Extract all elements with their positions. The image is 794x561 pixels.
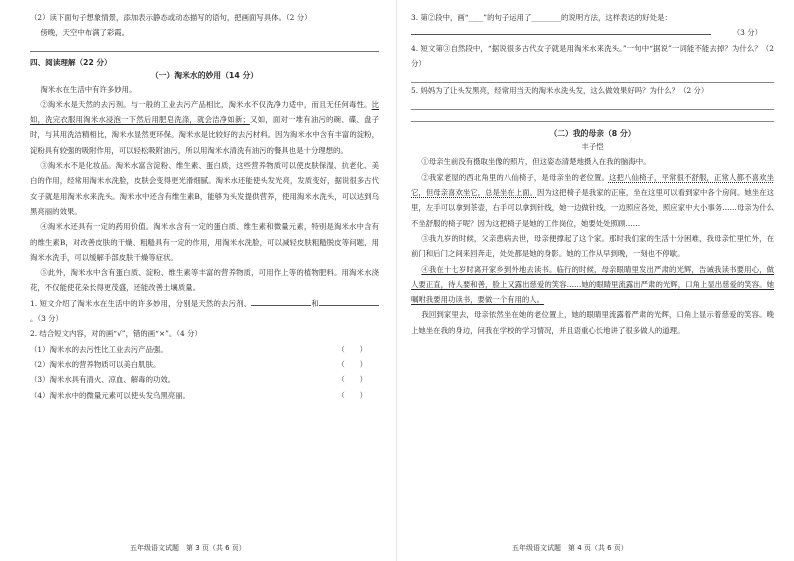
question-a1-score: 。（3 分） xyxy=(30,314,63,324)
answer-blank[interactable] xyxy=(251,296,311,306)
judge-text: （4）淘米水中的微量元素可以使头发乌黑亮丽。 xyxy=(30,390,190,400)
passage-1-para-4: ④淘米水还具有一定的药用价值。淘米水含有一定的蛋白质、维生素和微量元素，特别是淘米水中含有的维生素B，对改善皮肤的干燥、粗糙具有一定的作用，用淘米水洗脸，可以减轻皮肤粗糙脱皮等问题，用淘米水洗手，可以缓解手部皮肤干燥等症状。 xyxy=(30,222,379,262)
passage-1-para-2 xyxy=(30,97,379,158)
question-a2: 2. 结合短文内容，对的画“√”，错的画“×”。（4 分） xyxy=(30,329,202,339)
passage-2-para-4: ④我在十七岁时离开家乡到外地去读书。临行的时候，母亲眼睛里发出严肃的光辉，告诫我读书要用心，做人要正直，待人要和善，脸上又露出慈爱的笑容……她的眼睛里流露出严肃的光辉，口角上显出慈爱的笑容。她嘱咐我要用功读书，要做一个有用的人。 xyxy=(411,264,774,305)
question-a1-and: 和 xyxy=(311,298,319,308)
answer-line[interactable] xyxy=(411,98,774,110)
passage-1-para-1: 淘米水在生活中有许多妙用。 xyxy=(40,84,137,94)
judge-item xyxy=(30,357,379,372)
underlined-sentence: 比如，洗完衣服用淘米水浸泡一下然后用肥皂洗涤，就会洁净如新； xyxy=(30,99,379,125)
answer-blank[interactable] xyxy=(411,25,711,35)
judge-bracket[interactable]: （ ） xyxy=(337,359,367,369)
dotted-sentence: 这把八仙椅子，平常很不舒服，正常人都不喜欢坐它，但母亲喜欢坐它，总是坐在上面。 xyxy=(411,172,774,198)
para-2-text-a: ②淘米水是天然的去污剂。与一般的工业去污产品相比，淘米水不仅洗净力适中，而且无任何毒性。 xyxy=(40,99,372,109)
para-2-text-a: ②我家老屋的西北角里的八仙椅子，是母亲坐的老位置。 xyxy=(421,172,609,182)
question-2-prompt: （2）读下面句子想象情景，添加表示静态或动态描写的语句，把画面写具体。（2 分） xyxy=(30,13,312,22)
question-a1-text: 1. 短文介绍了淘米水在生活中的许多妙用，分别是天然的去污剂、 xyxy=(30,298,252,308)
para-2-text-c: 又如，面对一堆有油污的碗、碟、盘子时，与其用洗洁精相比，淘米水显然更环保。淘米水是比较好的去污材料。因为淘米水中含有丰富的淀粉，淀粉具有较强的吸附作用，可以轻松吸附油污，所以用淘米水清洗有油污的餐具也是十分理想的。 xyxy=(30,115,379,155)
page-footer: 五年级语文试题 第 4 页（共 6 页） xyxy=(512,544,628,552)
para-2-text-c: 因为这把椅子是我家的正座，坐在这里可以看到家中各个房间。她坐在这里，左手可以拿到茶壶，右手可以拿到针线，她一边做针线，一边照应各处，照应家中大小事务……母亲为什么不坐舒服的椅子呢？因为这把椅子是她的工作岗位，她要处处照顾…… xyxy=(411,188,774,228)
answer-line[interactable] xyxy=(411,71,774,83)
question-5: 5. 妈妈为了让头发黑亮，经常用当天的淘米水洗头发，这么做效果好吗？为什么？（2 分） xyxy=(411,86,709,96)
section-title: 四、阅读理解（22 分） xyxy=(30,57,112,67)
passage-2-para-3: ③我九岁的时候，父亲患病去世，母亲便撑起了这个家。那时我们家的生活十分困难，我母亲忙里忙外，在前门和后门之间来回奔走，处处都是她的身影。她的工作从早到晚，一刻也不停歇。 xyxy=(411,233,774,259)
answer-line[interactable] xyxy=(30,41,379,52)
passage-1-para-5: ⑤此外，淘米水中含有蛋白质、淀粉、维生素等丰富的营养物质，可用作上等的植物肥料。用淘米水浇花，不仅能使花朵长得更茂盛，还能改善土壤质量。 xyxy=(30,268,379,293)
judge-item xyxy=(30,372,379,387)
judge-bracket[interactable]: （ ） xyxy=(337,390,367,400)
page-footer: 五年级语文试题 第 3 页（共 6 页） xyxy=(130,544,246,552)
right-page xyxy=(397,0,794,561)
question-a1 xyxy=(30,296,379,327)
judge-item xyxy=(30,388,379,403)
passage-1-title: （一）淘米水的妙用（14 分） xyxy=(150,70,259,80)
judge-bracket[interactable]: （ ） xyxy=(337,375,367,385)
judge-bracket[interactable]: （ ） xyxy=(337,344,367,354)
question-3 xyxy=(411,10,774,25)
question-3-answer-row xyxy=(411,25,774,40)
judge-text: （3）淘米水具有清火、凉血、解毒的功效。 xyxy=(30,375,176,385)
question-2-sentence: 傍晚，天空中布满了彩霞。 xyxy=(40,28,130,38)
answer-blank[interactable] xyxy=(319,296,379,306)
judge-text: （2）淘米水的营养物质可以美白肌肤。 xyxy=(30,359,161,369)
judge-item xyxy=(30,342,379,357)
passage-2-para-5: 我回到家里去，母亲依然坐在她的老位置上，她的眼睛里流露着严肃的光辉，口角上显示着慈爱的笑容。晚上她坐在我的身边，问我在学校的学习情况，并且语重心长地讲了很多做人的道理。 xyxy=(411,310,774,335)
question-3-text: 3. 第②段中，画“____”的句子运用了________的说明方法，这样表达的好处是： xyxy=(411,13,672,22)
passage-1-para-3: ③淘米水不是化妆品。淘米水富含淀粉、维生素、蛋白质，这些营养物质可以使皮肤保湿、抗老化、美白的作用，经常用淘米水洗脸，皮肤会变得更光滑细腻。淘米水还能使头发光亮，发质变好，据说很多古代女子就是用淘米水来洗头。淘米水中还含有维生素B，能够为头发提供营养，使用淘米水洗头，可以达到乌黑亮丽的效果。 xyxy=(30,161,379,216)
passage-2-author: 丰子恺 xyxy=(581,142,604,152)
answer-line[interactable] xyxy=(411,110,774,122)
passage-2-para-1: ①母亲生前没有摄取坐像的照片，但这姿态清楚地摄入在我的脑海中。 xyxy=(421,157,651,167)
judge-text: （1）淘米水的去污性比工业去污产品强。 xyxy=(30,344,168,354)
passage-2-para-2 xyxy=(411,170,774,231)
question-4: 4. 短文第③自然段中，“据说很多古代女子就是用淘米水来洗头。”一句中“据说”一词能不能去掉？为什么？（2 分） xyxy=(411,43,774,68)
passage-2-title: （二）我的母亲（8 分） xyxy=(549,129,636,139)
question-3-score: （3 分） xyxy=(732,28,762,38)
